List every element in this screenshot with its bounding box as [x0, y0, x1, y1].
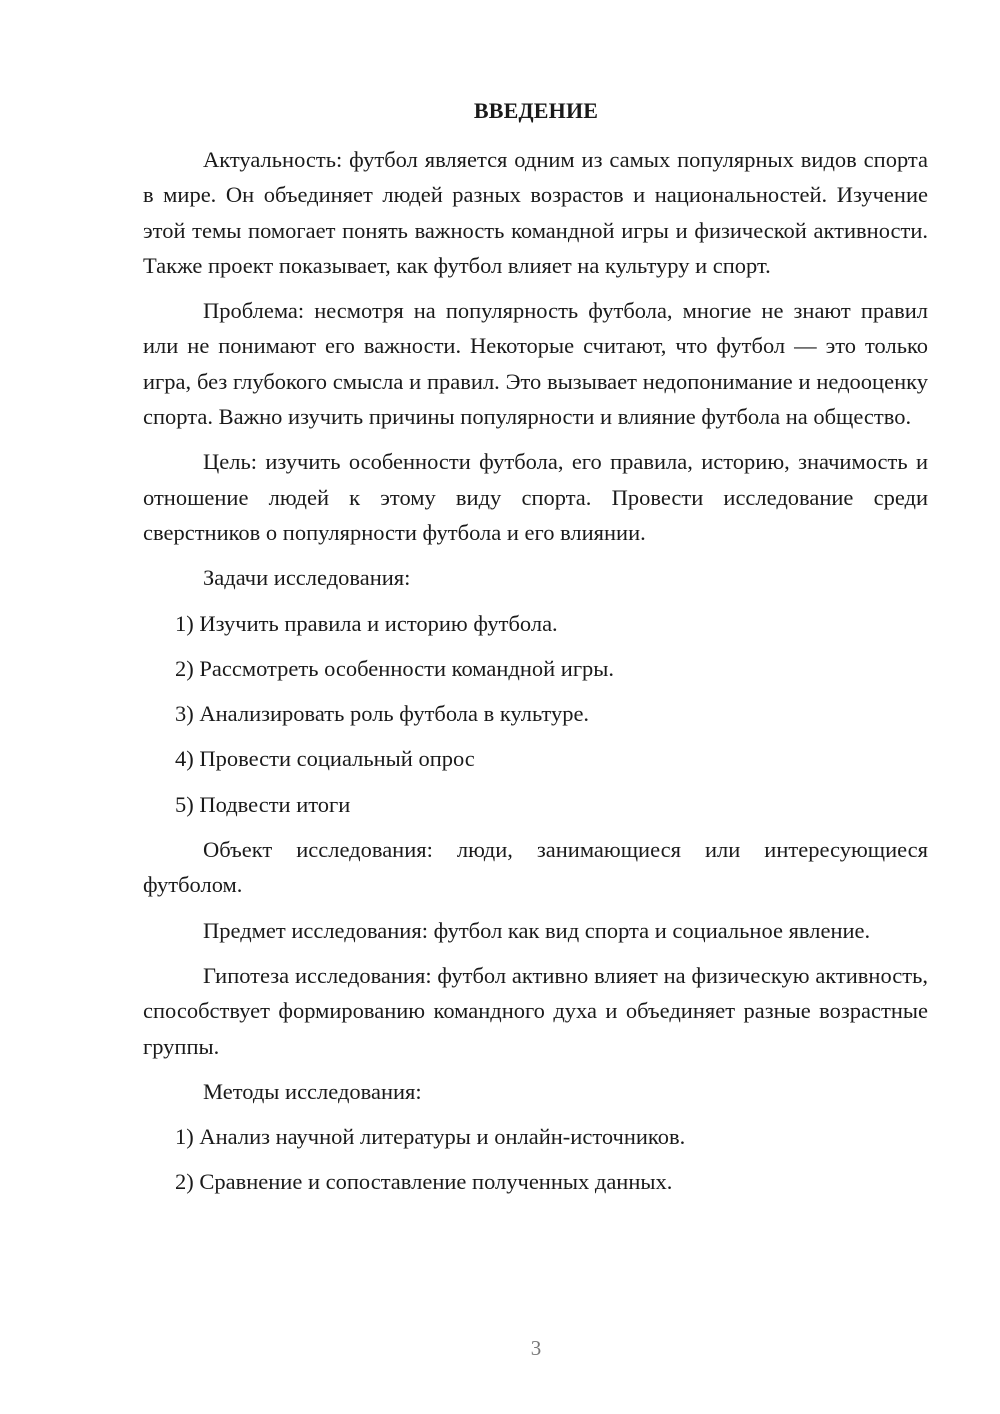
section-heading: ВВЕДЕНИЕ — [473, 98, 599, 123]
relevance-paragraph: Актуальность: футбол является одним из самых популярных видов спорта в мире. Он объединяет людей разных возрастов и национальностей. Изучение этой темы помогает понять важность командной игры и физической активности. Также проект показывает, как футбол влияет на культуру и спорт. — [143, 147, 928, 278]
object-paragraph: Объект исследования: люди, занимающиеся или интересующиеся футболом. — [143, 837, 928, 898]
list-item: 5) Подвести итоги — [175, 791, 351, 817]
list-item: 2) Сравнение и сопоставление полученных данных. — [175, 1169, 673, 1195]
problem-paragraph: Проблема: несмотря на популярность футбола, многие не знают правил или не понимают его важности. Некоторые считают, что футбол — это только игра, без глубокого смысла и правил. Это вызывает недопонимание и недооценку спорта. Важно изучить причины популярности и влияние футбола на общество. — [143, 298, 928, 430]
page-number: 3 — [530, 1336, 542, 1360]
tasks-list — [143, 606, 928, 822]
methods-list — [143, 1119, 928, 1200]
subject-paragraph: Предмет исследования: футбол как вид спорта и социальное явление. — [203, 917, 871, 943]
list-item: 2) Рассмотреть особенности командной игры. — [175, 655, 615, 681]
methods-label: Методы исследования: — [203, 1078, 422, 1104]
list-item: 3) Анализировать роль футбола в культуре. — [175, 701, 590, 727]
goal-paragraph: Цель: изучить особенности футбола, его правила, историю, значимость и отношение людей к этому виду спорта. Провести исследование среди сверстников о популярности футбола и его влиянии. — [143, 449, 928, 545]
list-item: 1) Анализ научной литературы и онлайн-источников. — [175, 1124, 686, 1150]
hypothesis-paragraph: Гипотеза исследования: футбол активно влияет на физическую активность, способствует формированию командного духа и объединяет разные возрастные группы. — [143, 962, 928, 1059]
list-item: 4) Провести социальный опрос — [175, 746, 475, 772]
list-item: 1) Изучить правила и историю футбола. — [175, 610, 558, 636]
tasks-label: Задачи исследования: — [203, 565, 411, 591]
page-content — [143, 142, 928, 1210]
